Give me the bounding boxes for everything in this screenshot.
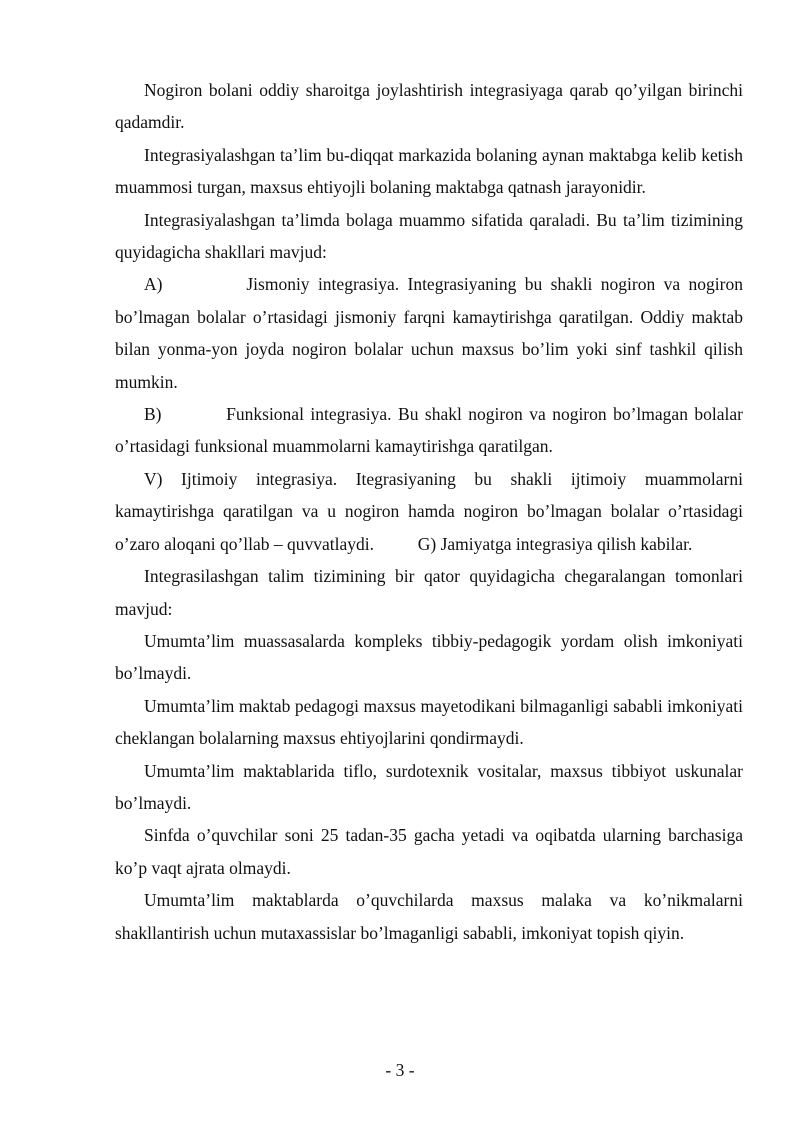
paragraph-limitation-teacher-methods: Umumta’lim maktab pedagogi maxsus mayetodikani bilmaganligi sababli imkoniyati cheklangan bolalarning maxsus ehtiyojlarini qondirmaydi. [115, 695, 743, 749]
paragraph-physical-integration: A) Jismoniy integrasiya. Integrasiyaning bu shakli nogiron va nogiron bo’lmagan bolalar o’rtasidagi jismoniy farqni kamaytirishga qaratilgan. Oddiy maktab bilan yonma-yon joyda nogiron bolalar uchun maxsus bo’lim yoki sinf tashkil qilish mumkin. [115, 274, 743, 392]
paragraph-integrated-education-definition: Integrasiyalashgan ta’lim bu-diqqat markazida bolaning aynan maktabga kelib ketish muammosi turgan, maxsus ehtiyojli bolaning maktabga qatnash jarayonidir. [115, 144, 743, 198]
paragraph-functional-integration: B) Funksional integrasiya. Bu shakl nogiron va nogiron bo’lmagan bolalar o’rtasidagi funksional muammolarni kamaytirishga qaratilgan. [115, 404, 743, 457]
paragraph-limitation-specialists: Umumta’lim maktablarda o’quvchilarda maxsus malaka va ko’nikmalarni shakllantirish uchun mutaxassislar bo’lmaganligi sababli, imkoniyat topish qiyin. [115, 890, 743, 943]
paragraph-integration-forms-intro: Integrasiyalashgan ta’limda bolaga muammo sifatida qaraladi. Bu ta’lim tizimining quyidagicha shakllari mavjud: [115, 209, 743, 263]
paragraph-limitation-medical-help: Umumta’lim muassasalarda kompleks tibbiy-pedagogik yordam olish imkoniyati bo’lmaydi. [115, 630, 743, 684]
paragraph-integration-first-step: Nogiron bolani oddiy sharoitga joylashtirish integrasiyaga qarab qo’yilgan birinchi qadamdir. [115, 80, 743, 133]
page-number: - 3 - [385, 1060, 415, 1080]
paragraph-limitation-class-size: Sinfda o’quvchilar soni 25 tadan-35 gacha yetadi va oqibatda ularning barchasiga ko’p vaqt ajrata olmaydi. [115, 825, 743, 878]
paragraph-social-integration: V) Ijtimoiy integrasiya. Itegrasiyaning bu shakli ijtimoiy muammolarni kamaytirishga qaratilgan va u nogiron hamda nogiron bo’lmagan bolalar o’rtasidagi o’zaro aloqani qo’llab – quvvatlaydi. G) Jamiyatga integrasiya qilish kabilar. [115, 468, 743, 554]
document-body [115, 74, 743, 949]
paragraph-limitations-intro: Integrasilashgan talim tizimining bir qator quyidagicha chegaralangan tomonlari mavjud: [115, 566, 743, 619]
paragraph-limitation-equipment: Umumta’lim maktablarida tiflo, surdotexnik vositalar, maxsus tibbiyot uskunalar bo’lmaydi. [115, 760, 743, 813]
